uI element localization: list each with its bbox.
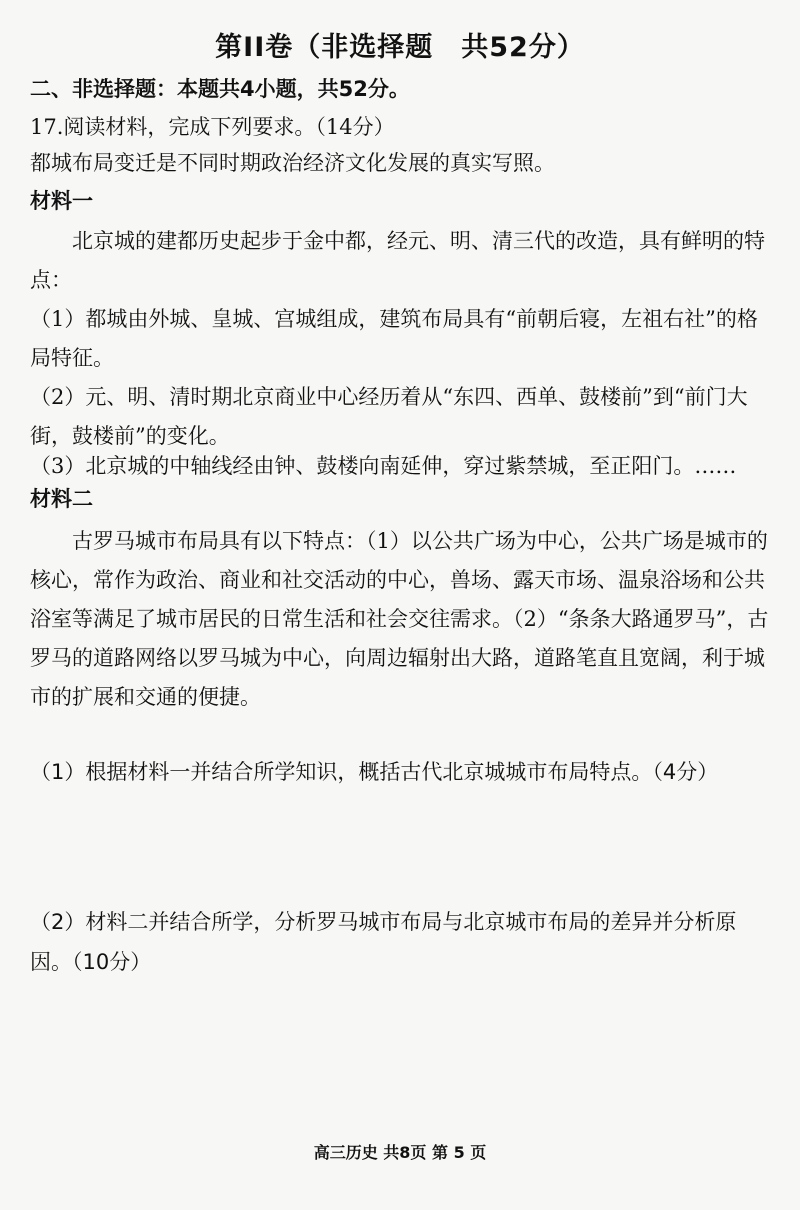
lead-sentence: 都城布局变迁是不同时期政治经济文化发展的真实写照。 xyxy=(30,151,555,175)
page-title: 第II卷（非选择题 共52分） xyxy=(215,32,585,63)
section-heading: 二、非选择题：本题共4小题，共52分。 xyxy=(30,77,410,101)
material1-point1: （1）都城由外城、皇城、宫城组成，建筑布局具有“前朝后寝，左祖右社”的格局特征。 xyxy=(30,307,758,370)
page-footer: 高三历史 共8页 第 5 页 xyxy=(313,1143,487,1162)
material1-point3: （3）北京城的中轴线经由钟、鼓楼向南延伸，穿过紫禁城，至正阳门。…… xyxy=(30,454,737,478)
material1-label: 材料一 xyxy=(30,189,93,213)
material2-label: 材料二 xyxy=(30,487,93,511)
material1-point2: （2）元、明、清时期北京商业中心经历着从“东四、西单、鼓楼前”到“前门大街，鼓楼前”的变化。 xyxy=(30,385,748,448)
question-intro: 17.阅读材料，完成下列要求。（14分） xyxy=(30,115,395,139)
question-2: （2）材料二并结合所学，分析罗马城市布局与北京城市布局的差异并分析原因。（10分） xyxy=(30,910,737,974)
material1-intro: 北京城的建都历史起步于金中都，经元、明、清三代的改造，具有鲜明的特点： xyxy=(30,229,765,292)
question-1: （1）根据材料一并结合所学知识，概括古代北京城城市布局特点。（4分） xyxy=(30,760,719,784)
material2-body: 古罗马城市布局具有以下特点：（1）以公共广场为中心，公共广场是城市的核心，常作为政治、商业和社交活动的中心，兽场、露天市场、温泉浴场和公共浴室等满足了城市居民的日常生活和社会交往需求。（2）“条条大路通罗马”，古罗马的道路网络以罗马城为中心，向周边辐射出大路，道路笔直且宽阔，利于城市的扩展和交通的便捷。 xyxy=(30,529,769,709)
